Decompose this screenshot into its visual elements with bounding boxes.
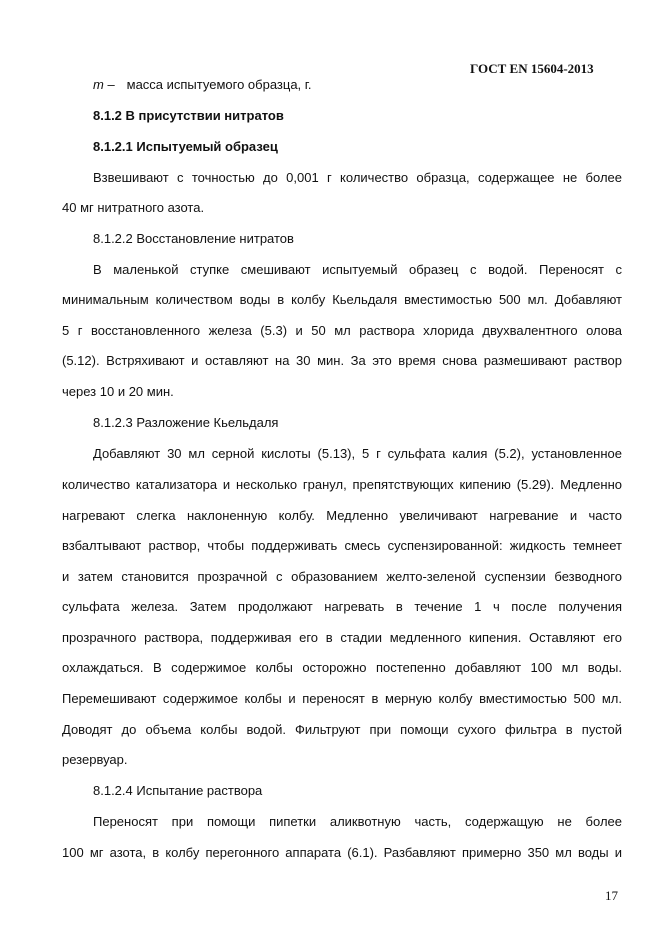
paragraph-line: Добавляют 30 мл серной кислоты (5.13), 5 г сульфата калия (5.2), установленное — [93, 446, 622, 461]
definition-symbol: m – — [93, 77, 115, 92]
paragraph-line: минимальным количеством воды в колбу Кьельдаля вместимостью 500 мл. Добавляют — [62, 292, 622, 307]
paragraph-line: количество катализатора и несколько гранул, препятствующих кипению (5.29). Медленно — [62, 477, 622, 492]
heading-8-1-2-3: 8.1.2.3 Разложение Кьельдаля — [93, 415, 279, 430]
heading-8-1-2-4: 8.1.2.4 Испытание раствора — [93, 783, 263, 798]
paragraph-line: 100 мг азота, в колбу перегонного аппарата (6.1). Разбавляют примерно 350 мл воды и — [62, 845, 622, 860]
paragraph-line: нагревают слегка наклоненную колбу. Медленно увеличивают нагревание и часто — [62, 508, 622, 523]
page-number: 17 — [605, 888, 618, 903]
paragraph-line: 5 г восстановленного железа (5.3) и 50 мл раствора хлорида двухвалентного олова — [62, 323, 622, 338]
paragraph-line: через 10 и 20 мин. — [62, 384, 174, 399]
paragraph-line: сульфата железа. Затем продолжают нагревать в течение 1 ч после получения — [62, 599, 622, 614]
paragraph-line: Взвешивают с точностью до 0,001 г количество образца, содержащее не более — [93, 170, 622, 185]
heading-8-1-2-2: 8.1.2.2 Восстановление нитратов — [93, 231, 294, 246]
paragraph-line: Переносят при помощи пипетки аликвотную часть, содержащую не более — [93, 814, 622, 829]
paragraph-line: В маленькой ступке смешивают испытуемый образец с водой. Переносят с — [93, 262, 622, 277]
paragraph-line: Доводят до объема колбы водой. Фильтруют при помощи сухого фильтра в пустой — [62, 722, 622, 737]
paragraph-line: (5.12). Встряхивают и оставляют на 30 мин. За это время снова размешивают раствор — [62, 353, 622, 368]
paragraph-line: резервуар. — [62, 752, 128, 767]
heading-8-1-2-1: 8.1.2.1 Испытуемый образец — [93, 139, 278, 154]
paragraph-line: 40 мг нитратного азота. — [62, 200, 205, 215]
definition-line — [93, 76, 622, 94]
paragraph-line: и затем становится прозрачной с образованием желто-зеленой суспензии безводного — [62, 569, 622, 584]
paragraph-line: взбалтывают раствор, чтобы поддерживать смесь суспензированной: жидкость темнеет — [62, 538, 622, 553]
definition-text: масса испытуемого образца, г. — [126, 77, 312, 92]
heading-8-1-2: 8.1.2 В присутствии нитратов — [93, 108, 284, 123]
standard-header: ГОСТ EN 15604-2013 — [470, 61, 594, 76]
paragraph-line: Перемешивают содержимое колбы и переносят в мерную колбу вместимостью 500 мл. — [62, 691, 622, 706]
paragraph-line: охлаждаться. В содержимое колбы осторожно постепенно добавляют 100 мл воды. — [62, 660, 622, 675]
paragraph-line: прозрачного раствора, поддерживая его в стадии медленного кипения. Оставляют его — [62, 630, 622, 645]
